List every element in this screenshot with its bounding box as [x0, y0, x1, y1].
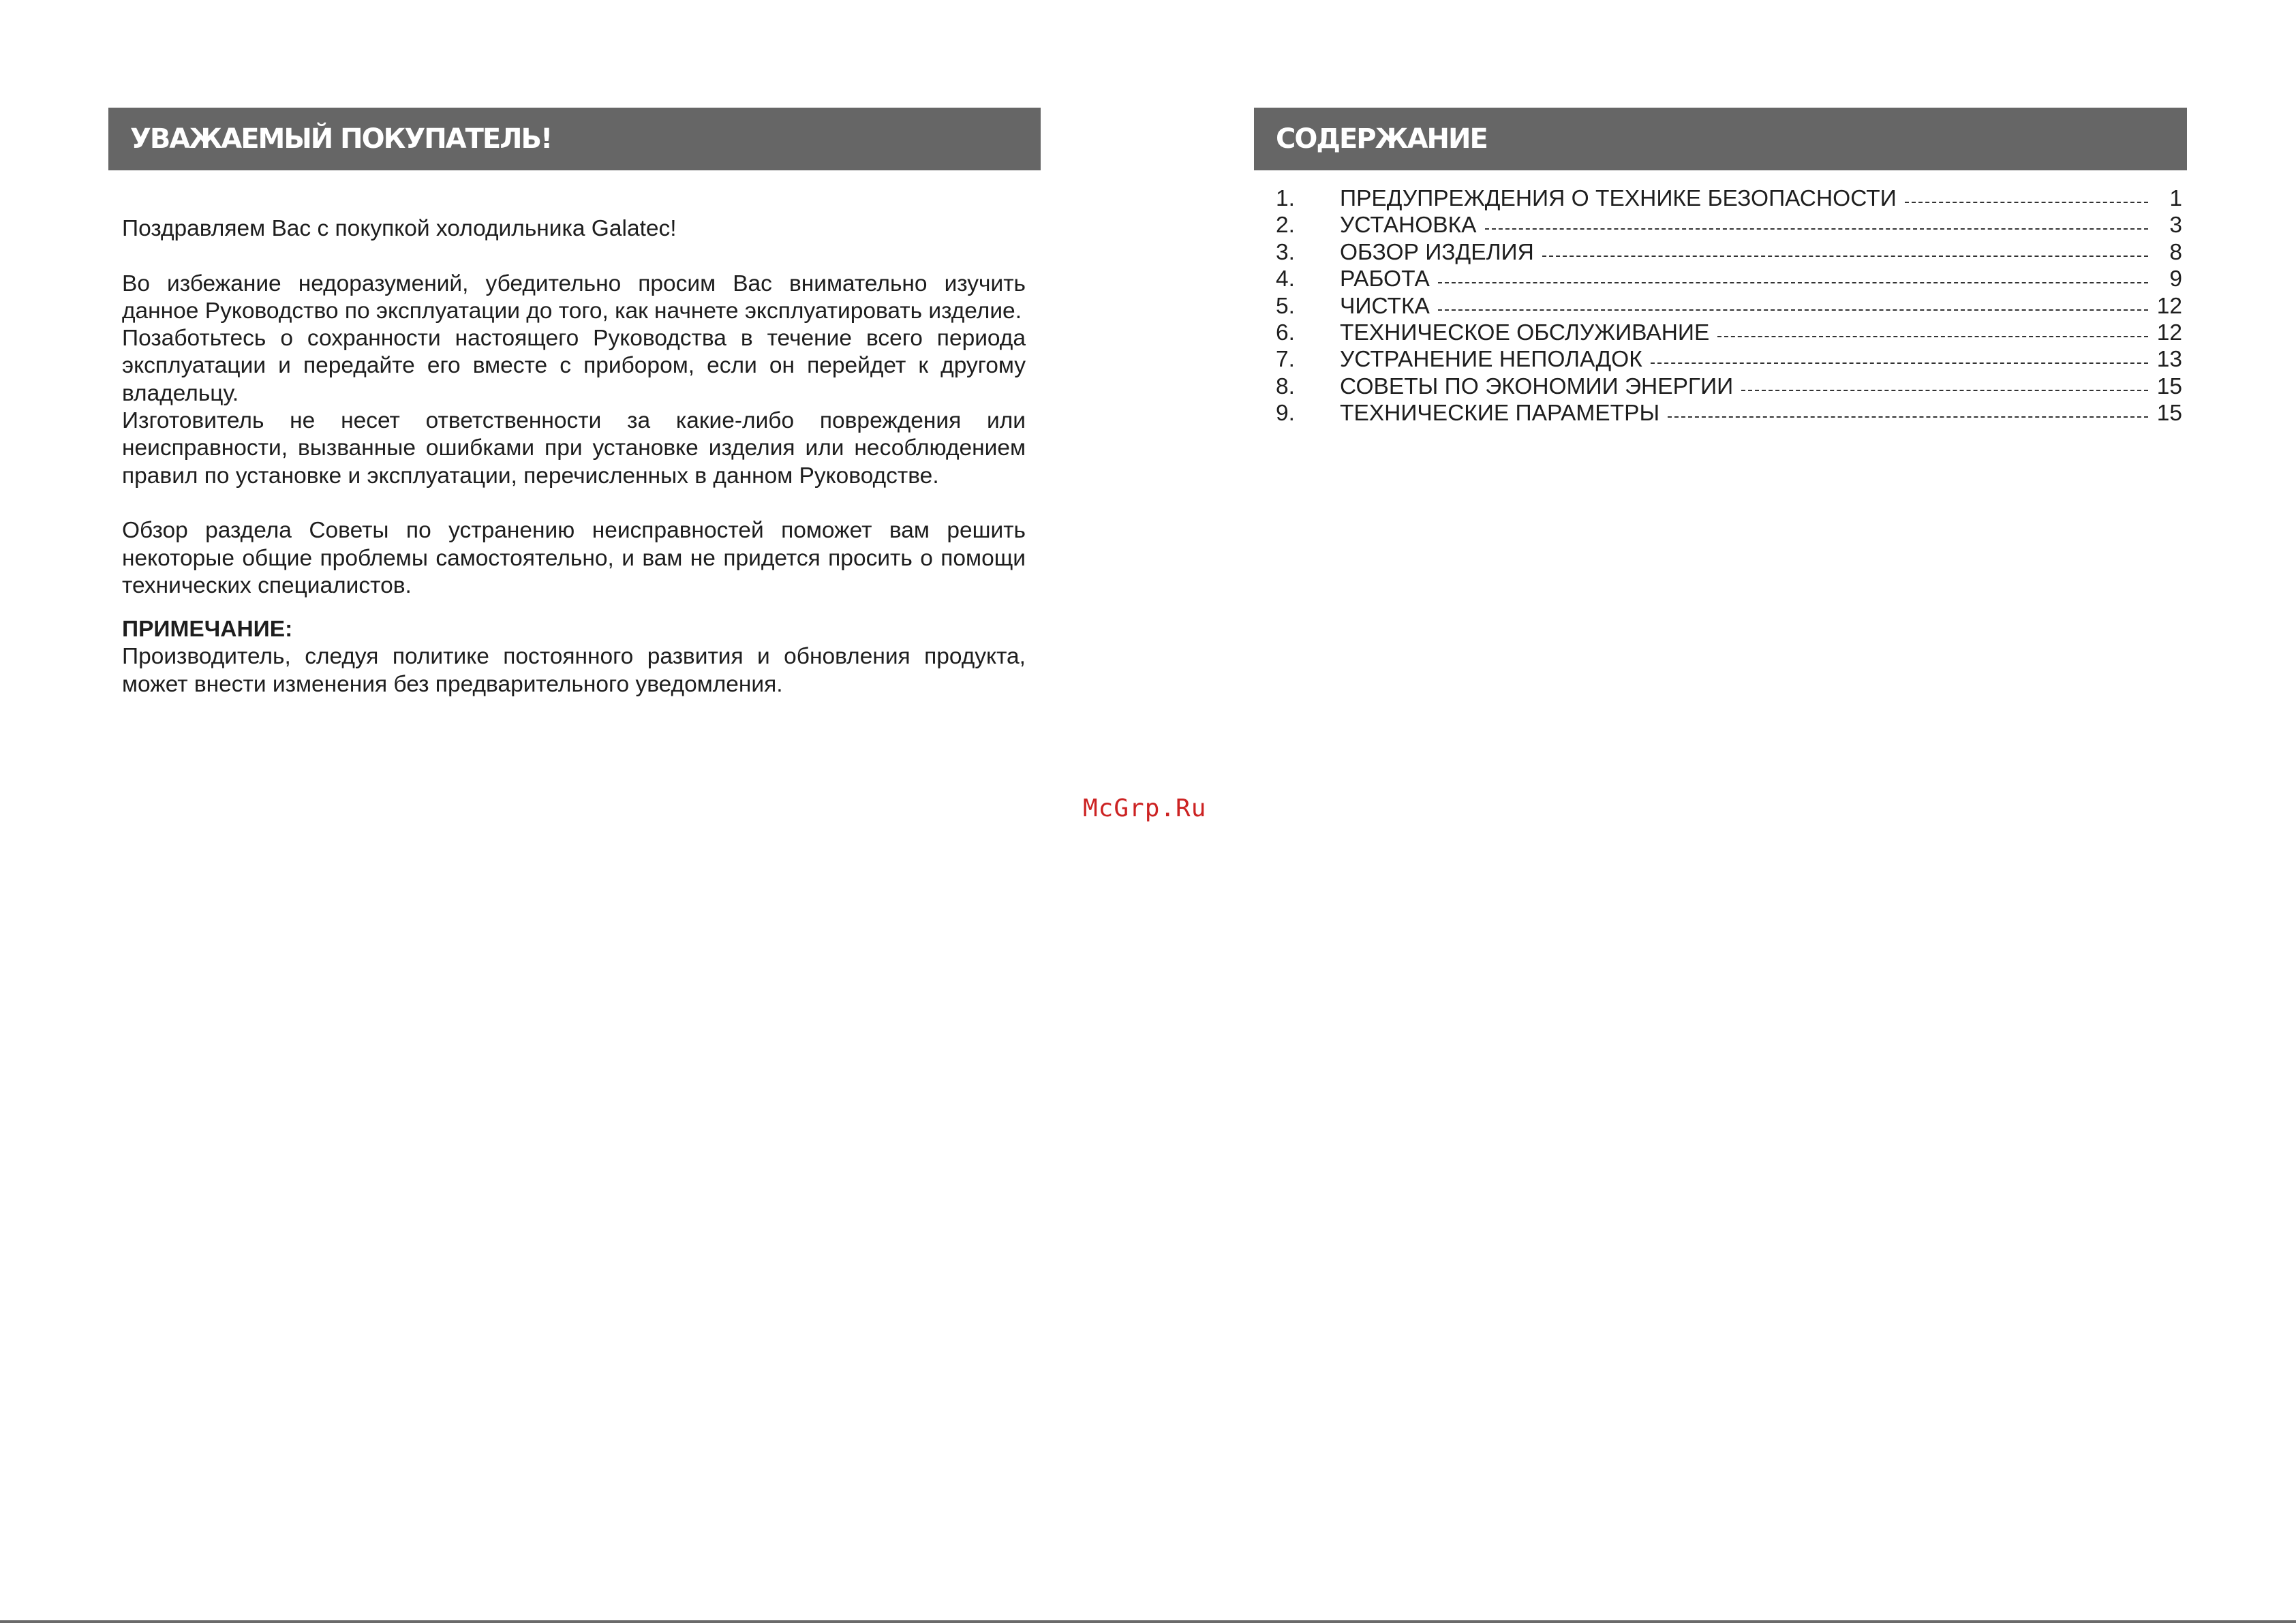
- toc-page-number: 3: [2169, 213, 2182, 238]
- toc-number: 3.: [1276, 239, 1295, 265]
- note-title: ПРИМЕЧАНИЕ:: [122, 617, 293, 643]
- toc-number: 6.: [1276, 320, 1295, 345]
- toc-entry[interactable]: [1276, 373, 2182, 400]
- toc-entry[interactable]: [1276, 346, 2182, 373]
- toc-title: РАБОТА: [1340, 266, 1430, 292]
- toc-entry[interactable]: [1276, 212, 2182, 238]
- note-text: Производитель, следуя политике постоянного развития и обновления продукта, может внести изменения без предварительного уведомления.: [122, 644, 1026, 697]
- toc-number: 7.: [1276, 347, 1295, 373]
- toc-entry[interactable]: [1276, 185, 2182, 212]
- toc-number: 5.: [1276, 293, 1295, 319]
- toc-number: 4.: [1276, 266, 1295, 292]
- toc-page-number: 15: [2156, 373, 2182, 399]
- toc-leader: [1438, 309, 2148, 311]
- toc-leader: [1438, 282, 2148, 283]
- toc-title: ТЕХНИЧЕСКОЕ ОБСЛУЖИВАНИЕ: [1340, 320, 1710, 345]
- toc-title: ТЕХНИЧЕСКИЕ ПАРАМЕТРЫ: [1340, 401, 1660, 427]
- table-of-contents: [1276, 185, 2182, 427]
- intro-paragraph-4: Обзор раздела Советы по устранению неисправностей поможет вам решить некоторые общие проблемы самостоятельно, и вам не придется просить о помощи технических специалистов.: [122, 518, 1026, 598]
- toc-page-number: 13: [2156, 347, 2182, 373]
- toc-page-number: 1: [2169, 186, 2182, 211]
- bottom-divider: [0, 1620, 2296, 1623]
- section-header-dear-customer: [108, 108, 1041, 170]
- right-page: [1254, 0, 2187, 427]
- section-header-contents: [1254, 108, 2187, 170]
- intro-paragraph-2: Позаботьтесь о сохранности настоящего Руководства в течение всего периода эксплуатации и передайте его вместе с прибором, если он перейдет к другому владельцу.: [122, 326, 1026, 406]
- toc-entry[interactable]: [1276, 266, 2182, 292]
- toc-title: ПРЕДУПРЕЖДЕНИЯ О ТЕХНИКЕ БЕЗОПАСНОСТИ: [1340, 186, 1897, 211]
- toc-page-number: 12: [2156, 293, 2182, 319]
- left-page: [108, 0, 1041, 697]
- intro-text: [122, 215, 1026, 698]
- watermark: McGrp.Ru: [1083, 794, 1207, 822]
- toc-leader: [1717, 336, 2148, 337]
- toc-leader: [1485, 228, 2148, 230]
- toc-leader: [1651, 362, 2148, 364]
- toc-entry[interactable]: [1276, 400, 2182, 427]
- toc-title: ОБЗОР ИЗДЕЛИЯ: [1340, 239, 1534, 265]
- toc-page-number: 15: [2156, 401, 2182, 427]
- toc-number: 2.: [1276, 213, 1295, 238]
- toc-title: СОВЕТЫ ПО ЭКОНОМИИ ЭНЕРГИИ: [1340, 373, 1734, 399]
- toc-title: УСТРАНЕНИЕ НЕПОЛАДОК: [1340, 347, 1642, 373]
- greeting-text: Поздравляем Вас с покупкой холодильника Galatec!: [122, 216, 677, 241]
- toc-page-number: 9: [2169, 266, 2182, 292]
- toc-entry[interactable]: [1276, 239, 2182, 266]
- toc-number: 8.: [1276, 373, 1295, 399]
- section-header-title: СОДЕРЖАНИЕ: [1276, 123, 1487, 155]
- section-header-title: УВАЖАЕМЫЙ ПОКУПАТЕЛЬ!: [130, 123, 552, 155]
- toc-entry[interactable]: [1276, 293, 2182, 320]
- toc-number: 9.: [1276, 401, 1295, 427]
- toc-leader: [1542, 256, 2148, 257]
- toc-title: ЧИСТКА: [1340, 293, 1430, 319]
- intro-paragraph-1: Во избежание недоразумений, убедительно просим Вас внимательно изучить данное Руководство по эксплуатации до того, как начнете эксплуатировать изделие.: [122, 270, 1026, 324]
- toc-leader: [1905, 202, 2148, 203]
- toc-page-number: 8: [2169, 239, 2182, 265]
- intro-paragraph-3: Изготовитель не несет ответственности за какие-либо повреждения или неисправности, вызванные ошибками при установке изделия или несоблюдением правил по установке и эксплуатации, перечисленных в данном Руководстве.: [122, 408, 1026, 489]
- toc-leader: [1668, 416, 2148, 418]
- toc-leader: [1741, 390, 2148, 391]
- toc-title: УСТАНОВКА: [1340, 213, 1477, 238]
- toc-number: 1.: [1276, 186, 1295, 211]
- toc-page-number: 12: [2156, 320, 2182, 345]
- toc-entry[interactable]: [1276, 320, 2182, 346]
